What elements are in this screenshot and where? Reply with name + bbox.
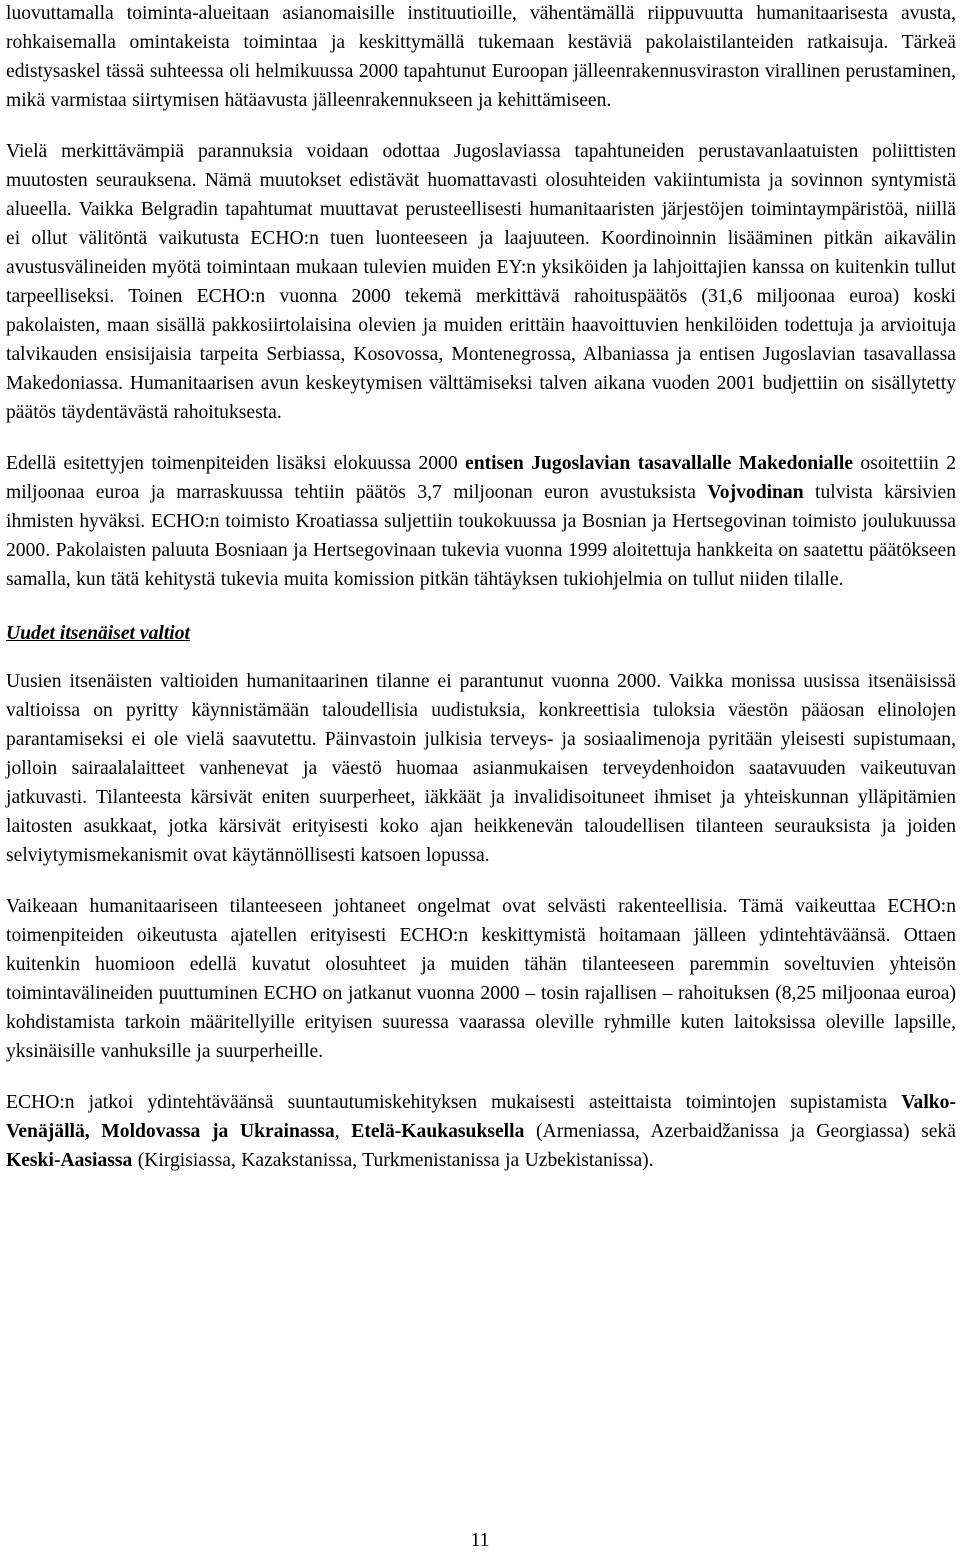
paragraph-1 — [6, 0, 956, 115]
paragraph-4 — [6, 667, 956, 870]
paragraph-3-text-b: osoitettiin 2 miljoonaa euroa ja marraskuussa tehtiin päätös 3,7 miljoonan euron avustuksista — [6, 453, 956, 503]
paragraph-6-bold-eastern-europe: Valko-Venäjällä, Moldovassa ja Ukrainassa — [6, 1092, 956, 1142]
paragraph-3-text-a: Edellä esitettyjen toimenpiteiden lisäksi elokuussa 2000 — [6, 453, 466, 474]
paragraph-2-text: Vielä merkittävämpiä parannuksia voidaan odottaa Jugoslaviassa tapahtuneiden perustavanlaatuisten poliittisten muutosten seurauksena. Nämä muutokset edistävät huomattavasti olosuhteiden vakiintumista ja sovinnon syntymistä alueella. Vaikka Belgradin tapahtumat muuttavat perusteellisesti humanitaaristen järjestöjen toimintaympäristöä, niillä ei ollut välitöntä vaikutusta ECHO:n tuen luonteeseen ja laajuuteen. Koordinoinnin lisääminen pitkän aikavälin avustusvälineiden myötä toimintaan mukaan tulevien muiden EY:n yksiköiden ja lahjoittajien kanssa on kuitenkin tullut tarpeelliseksi. Toinen ECHO:n vuonna 2000 tekemä merkittävä rahoituspäätös (31,6 miljoonaa euroa) koski pakolaisten, maan sisällä pakkosiirtolaisina olevien ja muiden erittäin haavoittuvien henkilöiden todettuja ja arvioituja talvikauden ensisijaisia tarpeita Serbiassa, Kosovossa, Montenegrossa, Albaniassa ja entisen Jugoslavian tasavallassa Makedoniassa. Humanitaarisen avun keskeytymisen välttämiseksi talven aikana vuoden 2001 budjettiin on sisällytetty päätös täydentävästä rahoituksesta. — [6, 141, 956, 423]
paragraph-6-bold-central-asia: Keski-Aasiassa — [6, 1150, 133, 1171]
paragraph-6-text-d: (Kirgisiassa, Kazakstanissa, Turkmenistanissa ja Uzbekistanissa). — [132, 1150, 654, 1171]
section-heading: Uudet itsenäiset valtiot — [6, 623, 190, 644]
paragraph-6-bold-caucasus: Etelä-Kaukasuksella — [351, 1121, 525, 1142]
paragraph-6-text-a: ECHO:n jatkoi ydintehtäväänsä suuntautumiskehityksen mukaisesti asteittaista toimintojen supistamista — [6, 1092, 902, 1113]
paragraph-3 — [6, 449, 956, 594]
paragraph-4-text: Uusien itsenäisten valtioiden humanitaarinen tilanne ei parantunut vuonna 2000. Vaikka monissa uusissa itsenäisissä valtioissa on pyritty käynnistämään taloudellisia uudistuksia, konkreettisia tuloksia väestön pääosan elinolojen parantamiseksi ei ole vielä saavutettu. Päinvastoin julkisia terveys- ja sosiaalimenoja pyritään yleisesti supistumaan, jolloin sairaalalaitteet vanhenevat ja väestö huomaa asianmukaisen terveydenhoidon saatavuuden vaikeutuvan jatkuvasti. Tilanteesta kärsivät eniten suurperheet, iäkkäät ja invalidisoituneet ihmiset ja yhteiskunnan ylläpitämien laitosten asukkaat, jotka kärsivät erityisesti koko ajan heikkenevän taloudellisen tilanteen seurauksista ja joiden selviytymismekanismit ovat käytännöllisesti katsoen lopussa. — [6, 671, 956, 866]
paragraph-1-text: luovuttamalla toiminta-alueitaan asianomaisille instituutioille, vähentämällä riippuvuutta humanitaarisesta avusta, rohkaisemalla omintakeista toimintaa ja keskittymällä tukemaan kestäviä pakolaistilanteiden ratkaisuja. Tärkeä edistysaskel tässä suhteessa oli helmikuussa 2000 tapahtunut Euroopan jälleenrakennusviraston virallinen perustaminen, mikä varmistaa siirtymisen hätäavusta jälleenrakennukseen ja kehittämiseen. — [6, 3, 956, 111]
paragraph-5-text: Vaikeaan humanitaariseen tilanteeseen johtaneet ongelmat ovat selvästi rakenteellisia. Tämä vaikeuttaa ECHO:n toimenpiteiden oikeutusta ajatellen erityisesti ECHO:n keskittymistä hoitamaan jälleen ydintehtäväänsä. Ottaen kuitenkin huomioon edellä kuvatut olosuhteet ja muiden tähän tilanteeseen paremmin soveltuvien yhteisön toimintavälineiden puuttuminen ECHO on jatkanut vuonna 2000 – tosin rajallisen – rahoituksen (8,25 miljoonaa euroa) kohdistamista tarkoin määritellyille erityisen suuressa vaarassa oleville ryhmille kuten laitoksissa oleville lapsille, yksinäisille vanhuksille ja suurperheille. — [6, 896, 956, 1062]
paragraph-6 — [6, 1088, 956, 1175]
document-page — [6, 0, 956, 1175]
paragraph-6-text-c: (Armeniassa, Azerbaidžanissa ja Georgiassa) sekä — [524, 1121, 956, 1142]
paragraph-2 — [6, 137, 956, 427]
paragraph-3-text-c: tulvista kärsivien ihmisten hyväksi. ECHO:n toimisto Kroatiassa suljettiin toukokuussa ja Bosnian ja Hertsegovinan toimisto joulukuussa 2000. Pakolaisten paluuta Bosniaan ja Hertsegovinaan tukevia vuonna 1999 aloitettuja hankkeita on saatettu päätökseen samalla, kun tätä kehitystä tukevia muita komission pitkän tähtäyksen tukiohjelmia on tullut niiden tilalle. — [6, 482, 956, 590]
page-number: 11 — [470, 1530, 490, 1551]
paragraph-3-bold-macedonia: entisen Jugoslavian tasavallalle Makedonialle — [465, 453, 854, 474]
paragraph-6-text-b: , — [334, 1121, 352, 1142]
paragraph-3-bold-vojvodina: Vojvodinan — [707, 482, 804, 503]
paragraph-5 — [6, 892, 956, 1066]
